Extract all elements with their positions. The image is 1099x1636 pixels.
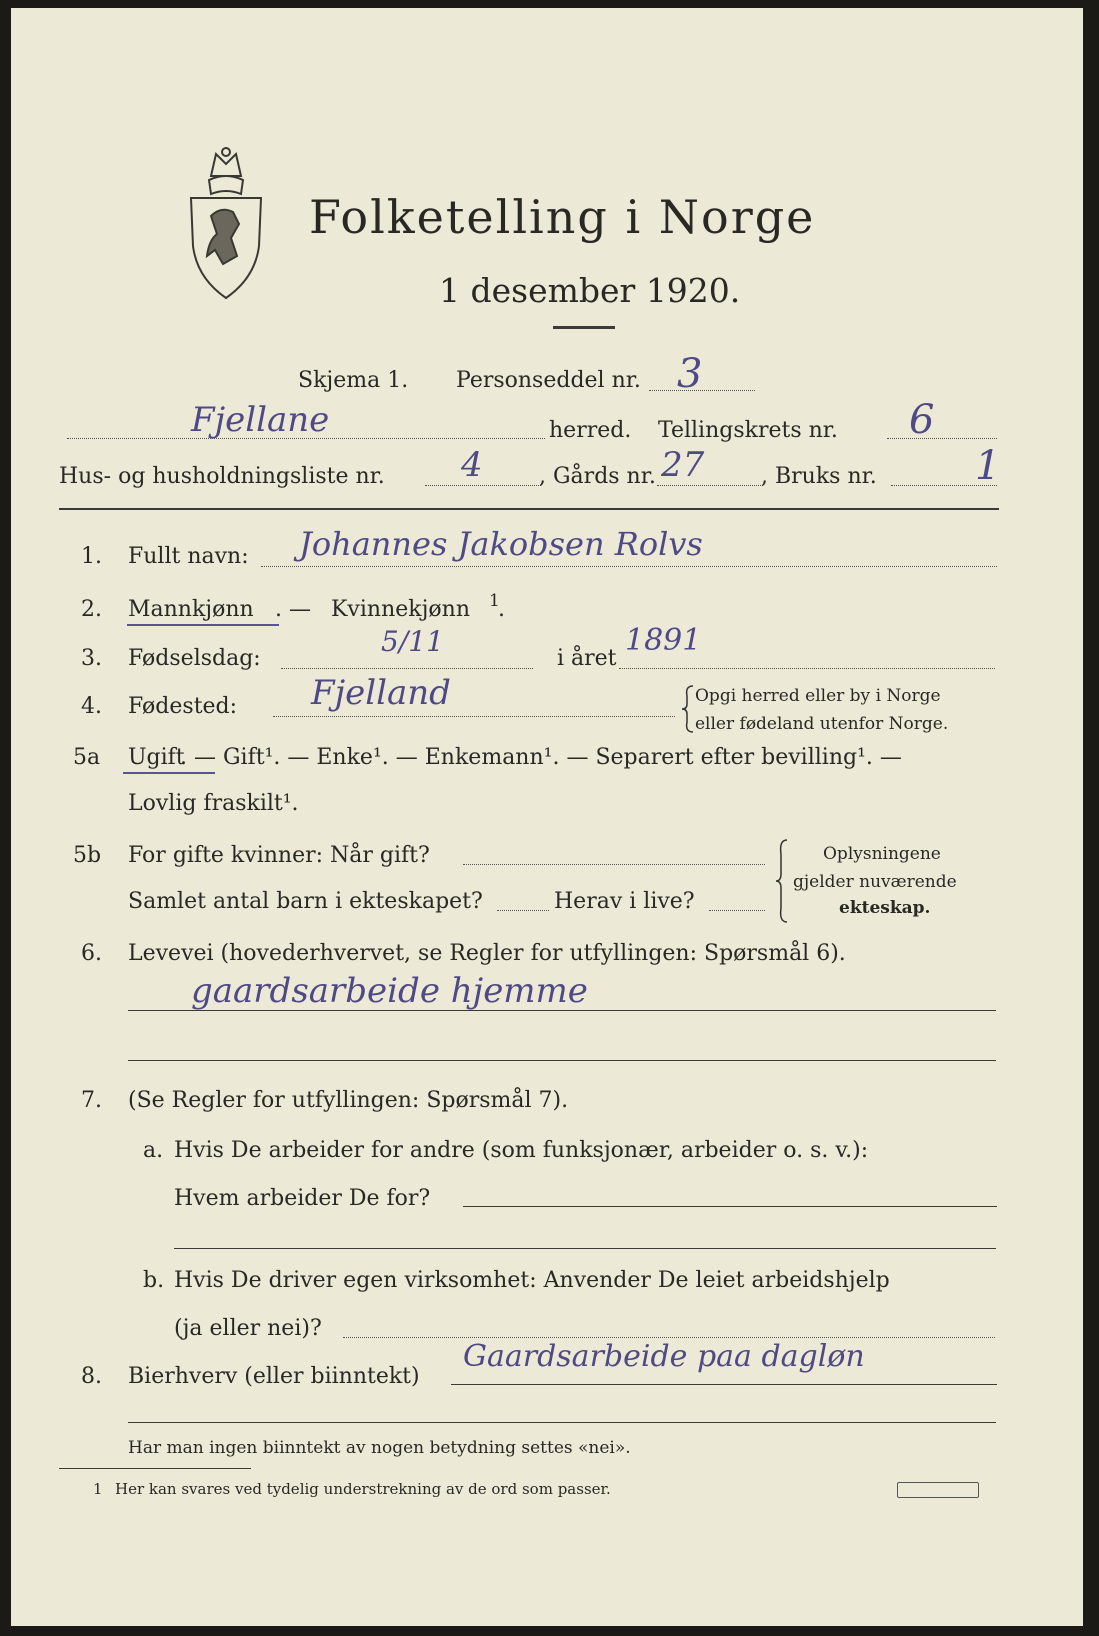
q8-label: Bierhverv (eller biinntekt) [128,1364,420,1389]
husliste-value: 4 [461,445,483,485]
children-total-field[interactable] [497,910,549,911]
q2-number: 2. [81,597,102,622]
q7a-line1: Hvis De arbeider for andre (som funksjonær, arbeider o. s. v.): [174,1138,869,1163]
q5a-number: 5a [73,745,101,770]
q7b-line2: (ja eller nei)? [174,1316,322,1341]
brace-icon [681,684,695,734]
header-divider [59,508,999,510]
skjema-label: Skjema 1. [298,368,409,393]
full-name-value: Johannes Jakobsen Rolvs [299,525,703,563]
q7b-number: b. [143,1268,165,1293]
gards-label: , Gårds nr. [539,464,656,489]
q7a-line2: Hvem arbeider De for? [174,1186,431,1211]
marital-options[interactable]: . — Gift¹. — Enke¹. — Enkemann¹. — Separert efter bevilling¹. — [180,745,902,770]
q5b-children-label: Samlet antal barn i ekteskapet? [128,889,483,914]
children-alive-field[interactable] [709,910,765,911]
side-income-field[interactable] [451,1384,997,1385]
q7-label: (Se Regler for utfyllingen: Spørsmål 7). [128,1088,569,1113]
herred-label: herred. [549,418,632,443]
husliste-field[interactable] [425,485,541,486]
q3-number: 3. [81,646,102,671]
married-when-field[interactable] [463,864,765,865]
birthplace-note-2: eller fødeland utenfor Norge. [695,714,949,734]
q1-label: Fullt navn: [128,544,249,569]
q3-year-label: i året [557,646,617,671]
q2-sep: . — [275,597,311,622]
q6-number: 6. [81,941,102,966]
ugift-underline [123,772,215,774]
tellingskrets-label: Tellingskrets nr. [658,418,838,443]
side-income-field-2[interactable] [128,1422,996,1423]
form-date: 1 desember 1920. [439,271,741,310]
gards-value: 27 [661,445,705,485]
occupation-line-2[interactable] [128,1060,996,1061]
q5b-note-1: Oplysningene [823,844,941,864]
birthplace-note-1: Opgi herred eller by i Norge [695,686,941,706]
full-name-field[interactable] [261,566,997,567]
bruks-value: 1 [975,443,1001,489]
hired-help-field[interactable] [343,1337,995,1338]
birthday-value: 5/11 [381,625,444,658]
birthplace-field[interactable] [273,716,675,717]
birthday-field[interactable] [281,668,533,669]
herred-value: Fjellane [191,400,330,440]
sex-option-male[interactable]: Mannkjønn [128,597,254,622]
footnote-divider [59,1468,251,1469]
personseddel-value: 3 [677,351,703,397]
occupation-line-1[interactable] [128,1010,996,1011]
birth-year-field[interactable] [619,668,995,669]
title-divider [553,326,615,329]
q6-label: Levevei (hovederhvervet, se Regler for utfyllingen: Spørsmål 6). [128,941,846,966]
q1-number: 1. [81,544,102,569]
sex-option-female[interactable]: Kvinnekjønn [331,597,470,622]
side-income-value: Gaardsarbeide paa dagløn [463,1339,865,1374]
footer-note: Har man ingen biinntekt av nogen betydning settes «nei». [128,1438,631,1458]
q5b-number: 5b [73,843,102,868]
q4-label: Fødested: [128,694,238,719]
q2-end: . [498,597,505,622]
q7a-number: a. [143,1138,164,1163]
employer-field[interactable] [463,1206,997,1207]
personseddel-label: Personseddel nr. [456,368,641,393]
q7-number: 7. [81,1088,102,1113]
q5b-alive-label: Herav i live? [554,889,695,914]
q5b-note-2: gjelder nuværende [793,872,957,892]
male-underline [127,624,279,626]
footnote-number: 1 [93,1480,103,1498]
q7b-line1: Hvis De driver egen virksomhet: Anvender De leiet arbeidshjelp [174,1268,890,1293]
q8-number: 8. [81,1364,102,1389]
q2-sup: 1 [489,591,500,611]
husliste-label: Hus- og husholdningsliste nr. [59,464,385,489]
marital-option-fraskilt[interactable]: Lovlig fraskilt¹. [128,791,299,816]
brace-icon [775,838,789,924]
bruks-label: , Bruks nr. [761,464,877,489]
gards-field[interactable] [657,485,763,486]
printer-stamp [897,1482,979,1498]
birth-year-value: 1891 [625,623,702,658]
census-form [11,8,1083,1626]
marital-option-ugift[interactable]: Ugift [128,745,185,770]
tellingskrets-value: 6 [909,397,935,443]
q5b-line1: For gifte kvinner: Når gift? [128,843,430,868]
occupation-value: gaardsarbeide hjemme [191,971,588,1011]
tellingskrets-field[interactable] [887,438,997,439]
form-title: Folketelling i Norge [309,190,816,244]
q4-number: 4. [81,694,102,719]
q5b-note-3: ekteskap. [839,898,931,918]
footnote-text: Her kan svares ved tydelig understrekning av de ord som passer. [115,1480,611,1498]
birthplace-value: Fjelland [311,673,451,713]
employer-field-2[interactable] [174,1248,996,1249]
q3-label: Fødselsdag: [128,646,261,671]
norwegian-coat-of-arms-icon [181,146,271,304]
